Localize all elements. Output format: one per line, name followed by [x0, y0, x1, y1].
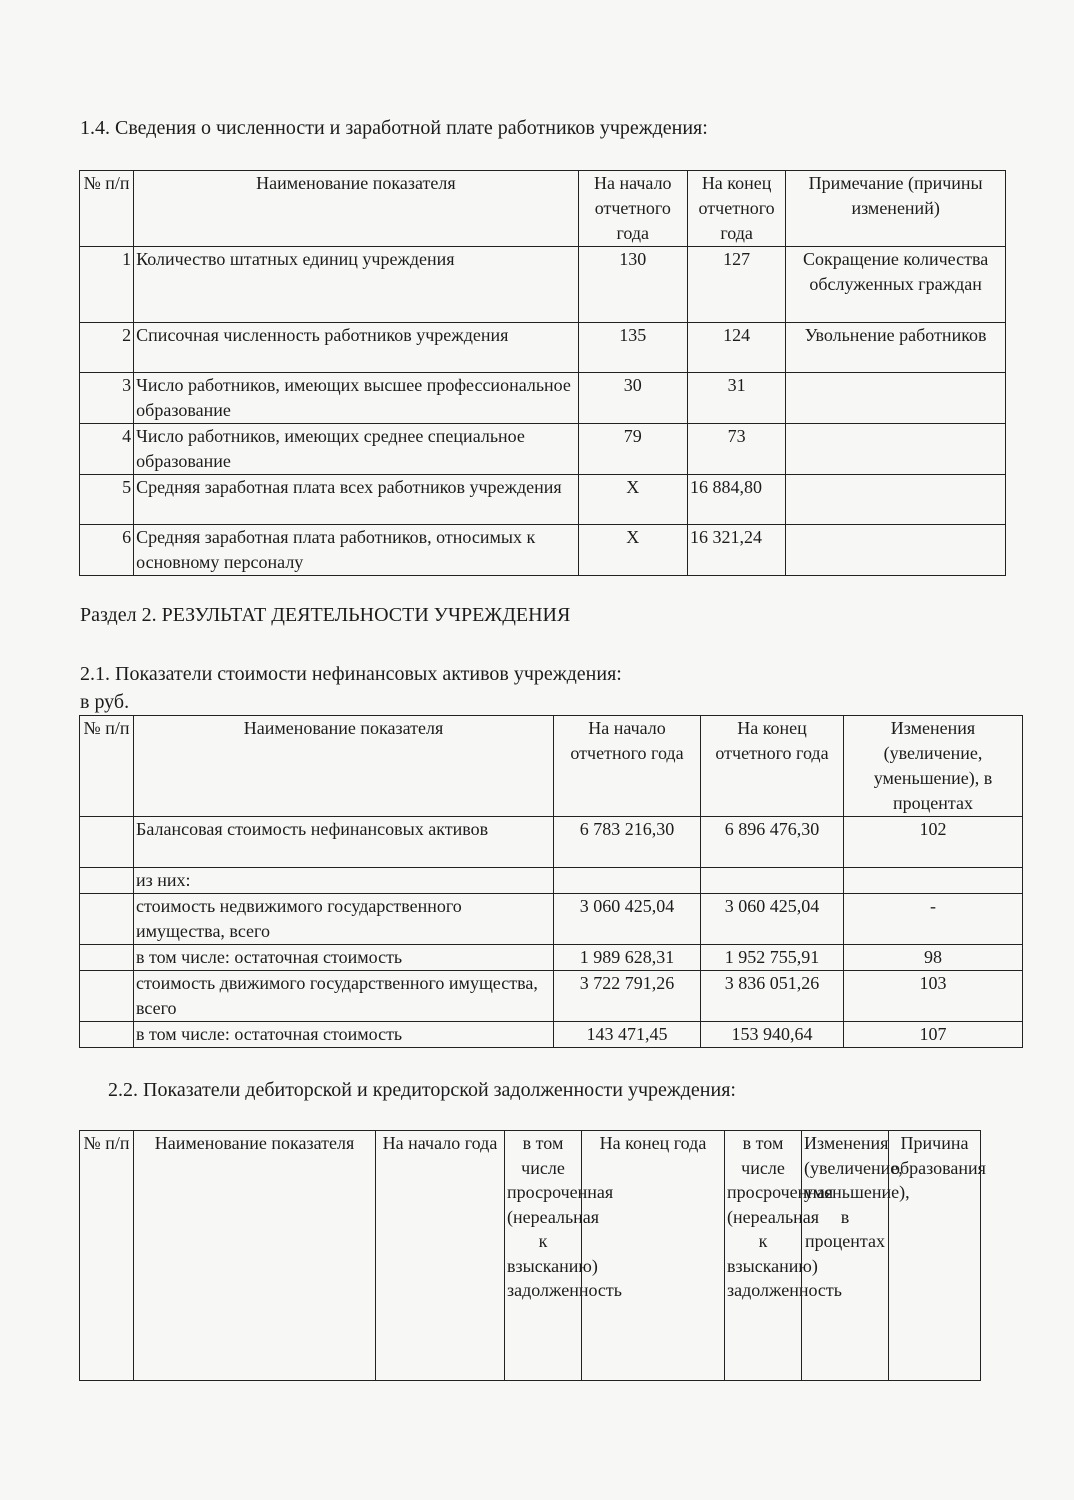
row-num — [80, 945, 134, 971]
section-2-1-title: 2.1. Показатели стоимости нефинансовых активов учреждения: — [80, 663, 622, 685]
row-end: 3 836 051,26 — [701, 971, 844, 1022]
table-row — [80, 424, 1006, 475]
nonfinancial-assets-table — [79, 715, 1023, 1048]
row-note: Увольнение работников — [786, 323, 1006, 373]
col-header-overdue-end: в том числе просроченная (нереальная к взысканию) задолженность — [725, 1131, 802, 1381]
table-row — [80, 945, 1023, 971]
row-change: - — [844, 894, 1023, 945]
row-start: 1 989 628,31 — [554, 945, 701, 971]
row-num — [80, 894, 134, 945]
row-name: Количество штатных единиц учреждения — [134, 247, 578, 323]
col-header-note: Примечание (причины изменений) — [786, 171, 1006, 247]
table-row — [80, 971, 1023, 1022]
row-start: 130 — [578, 247, 687, 323]
row-end: 127 — [687, 247, 785, 323]
col-header-overdue-start: в том числе просроченная (нереальная к взысканию) задолженность — [505, 1131, 582, 1381]
row-start: 143 471,45 — [554, 1022, 701, 1048]
row-end: 3 060 425,04 — [701, 894, 844, 945]
row-end: 6 896 476,30 — [701, 817, 844, 868]
col-header-end: На конец отчетного года — [701, 716, 844, 817]
row-name: Балансовая стоимость нефинансовых активов — [134, 817, 554, 868]
section-2-2-title: 2.2. Показатели дебиторской и кредиторской задолженности учреждения: — [108, 1079, 736, 1101]
table-header-row — [80, 1131, 981, 1381]
row-name: из них: — [134, 868, 554, 894]
row-start: 135 — [578, 323, 687, 373]
row-start: X — [578, 525, 687, 576]
row-end: 153 940,64 — [701, 1022, 844, 1048]
col-header-start: На начало года — [376, 1131, 505, 1381]
col-header-change: Изменения (увеличение, уменьшение), в процентах — [844, 716, 1023, 817]
col-header-num: № п/п — [80, 171, 134, 247]
unit-label: в руб. — [80, 691, 130, 713]
row-end: 16 321,24 — [687, 525, 785, 576]
row-end: 1 952 755,91 — [701, 945, 844, 971]
row-note: Сокращение количества обслуженных граждан — [786, 247, 1006, 323]
table-row — [80, 373, 1006, 424]
row-num: 6 — [80, 525, 134, 576]
row-num — [80, 868, 134, 894]
row-name: Число работников, имеющих среднее специальное образование — [134, 424, 578, 475]
row-num — [80, 817, 134, 868]
table-row — [80, 1022, 1023, 1048]
row-name: стоимость недвижимого государственного имущества, всего — [134, 894, 554, 945]
section-1-4-title: 1.4. Сведения о численности и заработной плате работников учреждения: — [80, 117, 708, 139]
row-start: 79 — [578, 424, 687, 475]
row-change: 98 — [844, 945, 1023, 971]
row-num: 2 — [80, 323, 134, 373]
row-end: 31 — [687, 373, 785, 424]
col-header-name: Наименование показателя — [134, 1131, 376, 1381]
col-header-start: На начало отчетного года — [578, 171, 687, 247]
row-note — [786, 525, 1006, 576]
row-end: 124 — [687, 323, 785, 373]
row-name: Списочная численность работников учреждения — [134, 323, 578, 373]
row-note — [786, 373, 1006, 424]
row-change: 107 — [844, 1022, 1023, 1048]
col-header-num: № п/п — [80, 716, 134, 817]
staff-salary-table — [79, 170, 1006, 576]
row-num: 3 — [80, 373, 134, 424]
row-note — [786, 424, 1006, 475]
table-row — [80, 475, 1006, 525]
table-row — [80, 323, 1006, 373]
row-change: 102 — [844, 817, 1023, 868]
row-name: Число работников, имеющих высшее профессиональное образование — [134, 373, 578, 424]
col-header-end: На конец отчетного года — [687, 171, 785, 247]
row-end — [701, 868, 844, 894]
row-start: 30 — [578, 373, 687, 424]
row-num: 5 — [80, 475, 134, 525]
row-name: в том числе: остаточная стоимость — [134, 1022, 554, 1048]
row-start — [554, 868, 701, 894]
section-2-title: Раздел 2. РЕЗУЛЬТАТ ДЕЯТЕЛЬНОСТИ УЧРЕЖДЕНИЯ — [80, 604, 571, 626]
row-num: 4 — [80, 424, 134, 475]
row-start: X — [578, 475, 687, 525]
col-header-name: Наименование показателя — [134, 716, 554, 817]
row-start: 6 783 216,30 — [554, 817, 701, 868]
row-name: стоимость движимого государственного имущества, всего — [134, 971, 554, 1022]
row-change: 103 — [844, 971, 1023, 1022]
row-change — [844, 868, 1023, 894]
table-header-row — [80, 171, 1006, 247]
row-start: 3 722 791,26 — [554, 971, 701, 1022]
row-name: Средняя заработная плата всех работников учреждения — [134, 475, 578, 525]
row-num: 1 — [80, 247, 134, 323]
table-header-row — [80, 716, 1023, 817]
col-header-num: № п/п — [80, 1131, 134, 1381]
col-header-name: Наименование показателя — [134, 171, 578, 247]
row-name: Средняя заработная плата работников, относимых к основному персоналу — [134, 525, 578, 576]
table-row — [80, 525, 1006, 576]
table-row — [80, 247, 1006, 323]
row-num — [80, 971, 134, 1022]
col-header-end: На конец года — [582, 1131, 725, 1381]
row-end: 73 — [687, 424, 785, 475]
col-header-reason: Причина образования — [889, 1131, 981, 1381]
row-note — [786, 475, 1006, 525]
row-end: 16 884,80 — [687, 475, 785, 525]
table-row — [80, 817, 1023, 868]
row-start: 3 060 425,04 — [554, 894, 701, 945]
receivables-payables-table — [79, 1130, 986, 1381]
table-row — [80, 868, 1023, 894]
row-name: в том числе: остаточная стоимость — [134, 945, 554, 971]
row-num — [80, 1022, 134, 1048]
table-row — [80, 894, 1023, 945]
col-header-start: На начало отчетного года — [554, 716, 701, 817]
col-header-change: Изменения (увеличение, уменьшение), в процентах — [802, 1131, 889, 1381]
